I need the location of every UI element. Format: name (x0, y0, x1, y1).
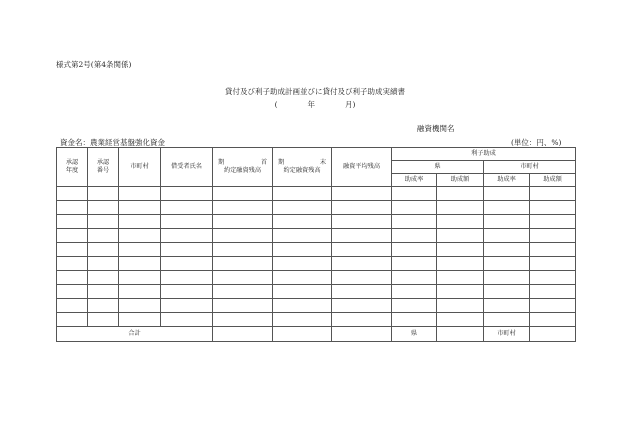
table-row (57, 257, 576, 271)
report-period (0, 99, 630, 110)
table-row (57, 215, 576, 229)
total-row (57, 327, 576, 342)
header-municipality-subsidy: 市町村 (484, 161, 576, 174)
period-open: ( (274, 100, 278, 109)
header-muni-rate: 助成率 (484, 174, 530, 187)
subsidy-report-table (56, 147, 576, 342)
header-start-balance: 期 首 約定融資残高 (213, 148, 273, 187)
header-end-balance: 期 末 約定融資残高 (273, 148, 332, 187)
period-month: 月) (345, 100, 356, 109)
table-row (57, 313, 576, 327)
header-average-balance: 融資平均残高 (332, 148, 392, 187)
table-row (57, 187, 576, 201)
header-pref-amount: 助成額 (437, 174, 484, 187)
header-borrower-name: 借受者氏名 (161, 148, 213, 187)
unit-label: (単位：円、%) (511, 138, 562, 147)
header-municipality: 市町村 (119, 148, 161, 187)
header-pref-rate: 助成率 (392, 174, 437, 187)
header-prefecture: 県 (392, 161, 484, 174)
table-row (57, 243, 576, 257)
table-row (57, 271, 576, 285)
header-approval-year: 承認 年度 (57, 148, 88, 187)
total-prefecture-label: 県 (392, 327, 437, 342)
header-muni-amount: 助成額 (530, 174, 576, 187)
table-row (57, 285, 576, 299)
institution-label: 融資機関名 (417, 124, 455, 133)
form-number: 様式第2号(第4条関係) (56, 60, 132, 69)
table-row (57, 229, 576, 243)
fund-name: 資金名：農業経営基盤強化資金 (60, 138, 165, 147)
table-row (57, 299, 576, 313)
document-title: 貸付及び利子助成計画並びに貸付及び利子助成実績書 (225, 87, 405, 96)
total-label: 合計 (57, 327, 213, 342)
period-year: 年 (307, 100, 315, 109)
header-approval-number: 承認 番号 (88, 148, 119, 187)
total-municipality-label: 市町村 (484, 327, 530, 342)
table-row (57, 201, 576, 215)
header-interest-subsidy: 利子助成 (392, 148, 576, 161)
